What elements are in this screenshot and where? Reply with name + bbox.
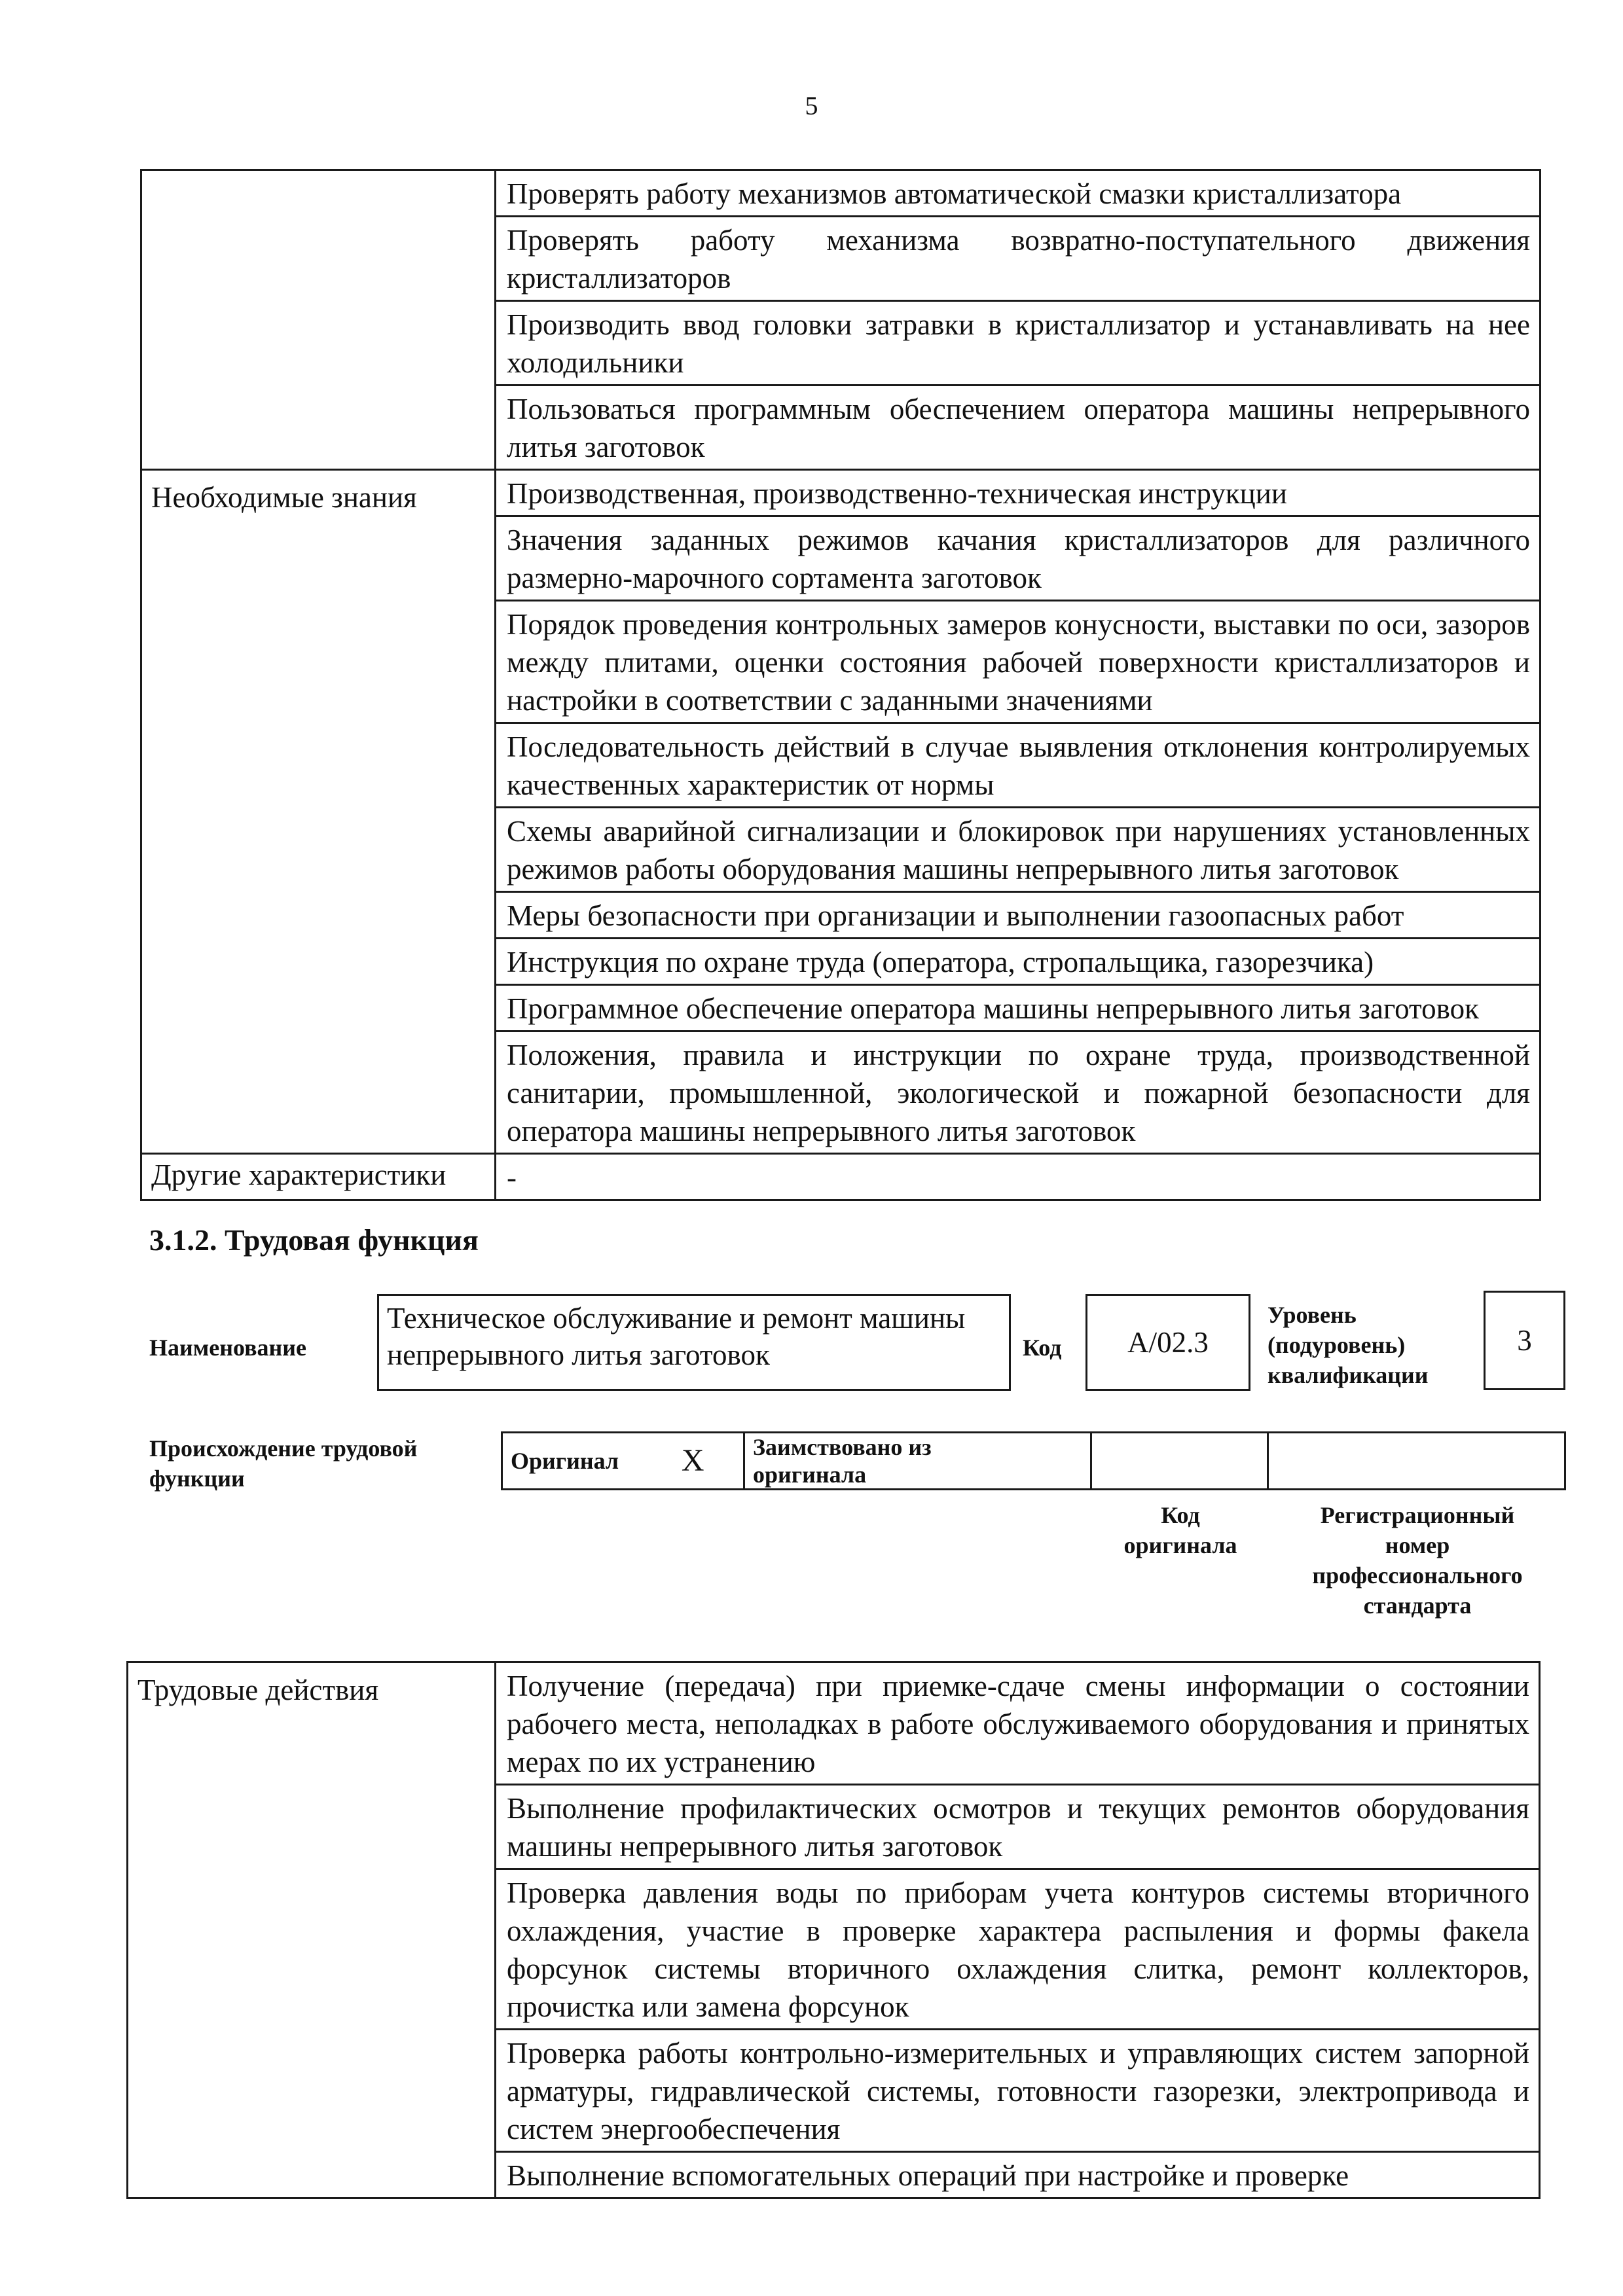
origin-label-line: функции (149, 1465, 245, 1492)
borrowed-label-line: Заимствовано из (753, 1434, 932, 1460)
empty-label-cell (141, 301, 496, 386)
original-label: Оригинал (502, 1433, 643, 1490)
original-code-caption (1092, 1500, 1269, 1560)
level-label-line: (подуровень) (1267, 1332, 1406, 1358)
other-characteristics-label: Другие характеристики (141, 1154, 496, 1200)
caption-line: номер (1385, 1532, 1450, 1558)
caption-line: стандарта (1363, 1592, 1472, 1619)
origin-label-line: Происхождение трудовой (149, 1435, 418, 1462)
table-row: Получение (передача) при приемке-сдаче смены информации о состоянии рабочего места, неполадках в работе обслуживаемого оборудования и принятых мерах по их устранению (496, 1662, 1540, 1785)
borrowed-label-line: оригинала (753, 1462, 867, 1488)
caption-line: профессионального (1312, 1562, 1523, 1588)
origin-table (501, 1431, 1566, 1490)
table-row: Меры безопасности при организации и выполнении газоопасных работ (496, 892, 1541, 939)
knowledge-label: Необходимые знания (141, 470, 496, 1154)
level-label-line: Уровень (1267, 1302, 1357, 1328)
labor-actions-label: Трудовые действия (128, 1662, 496, 2198)
empty-label-cell (141, 386, 496, 470)
function-name-value: Техническое обслуживание и ремонт машины непрерывного литья заготовок (377, 1294, 1011, 1391)
table-row: Проверка работы контрольно-измерительных и управляющих систем запорной арматуры, гидравлической системы, готовности газорезки, электропривода и систем энергообеспечения (496, 2030, 1540, 2152)
page-number: 5 (805, 91, 818, 120)
section-heading: 3.1.2. Трудовая функция (149, 1223, 479, 1257)
table-row: Проверять работу механизмов автоматической смазки кристаллизатора (496, 170, 1541, 217)
level-label (1267, 1300, 1429, 1390)
original-mark: X (643, 1433, 744, 1490)
table-row: Выполнение вспомогательных операций при настройке и проверке (496, 2152, 1540, 2198)
table-row: Последовательность действий в случае выявления отклонения контролируемых качественных характеристик от нормы (496, 723, 1541, 808)
table-row: Инструкция по охране труда (оператора, стропальщика, газорезчика) (496, 939, 1541, 985)
origin-label (149, 1433, 417, 1494)
table-row: Производственная, производственно-техническая инструкции (496, 470, 1541, 516)
name-label: Наименование (149, 1335, 306, 1361)
table-row: Производить ввод головки затравки в кристаллизатор и устанавливать на нее холодильники (496, 301, 1541, 386)
table-row: Пользоваться программным обеспечением оператора машины непрерывного литья заготовок (496, 386, 1541, 470)
level-label-line: квалификации (1267, 1362, 1429, 1388)
table-row: Выполнение профилактических осмотров и текущих ремонтов оборудования машины непрерывного литья заготовок (496, 1785, 1540, 1869)
table-row: Порядок проведения контрольных замеров конусности, выставки по оси, зазоров между плитами, оценки состояния рабочей поверхности кристаллизаторов и настройки в соответствии с заданными значениями (496, 601, 1541, 723)
original-code-cell (1091, 1433, 1268, 1490)
table-row: Значения заданных режимов качания кристаллизаторов для различного размерно-марочного сортамента заготовок (496, 516, 1541, 601)
table-row: Схемы аварийной сигнализации и блокировок при нарушениях установленных режимов работы оборудования машины непрерывного литья заготовок (496, 808, 1541, 892)
empty-label-cell (141, 217, 496, 301)
labor-actions-table (126, 1661, 1541, 2199)
empty-label-cell (141, 170, 496, 217)
caption-line: Регистрационный (1320, 1502, 1515, 1528)
registration-number-cell (1268, 1433, 1565, 1490)
other-characteristics-value: - (496, 1154, 1541, 1200)
function-code-value: A/02.3 (1085, 1294, 1250, 1391)
code-label: Код (1023, 1335, 1062, 1361)
table-row: Положения, правила и инструкции по охране труда, производственной санитарии, промышленной, экологической и пожарной безопасности для оператора машины непрерывного литья заготовок (496, 1031, 1541, 1154)
table-row: Проверка давления воды по приборам учета контуров системы вторичного охлаждения, участие в проверке характера распыления и формы факела форсунок системы вторичного охлаждения слитка, ремонт коллекторов, прочистка или замена форсунок (496, 1869, 1540, 2030)
qualification-level-value: 3 (1484, 1291, 1565, 1390)
registration-number-caption (1267, 1500, 1568, 1621)
caption-line: Код (1161, 1502, 1200, 1528)
table-row: Проверять работу механизма возвратно-поступательного движения кристаллизаторов (496, 217, 1541, 301)
borrowed-label (744, 1433, 1091, 1490)
table-row: Программное обеспечение оператора машины непрерывного литья заготовок (496, 985, 1541, 1031)
caption-line: оригинала (1123, 1532, 1237, 1558)
skills-knowledge-table (140, 169, 1541, 1201)
